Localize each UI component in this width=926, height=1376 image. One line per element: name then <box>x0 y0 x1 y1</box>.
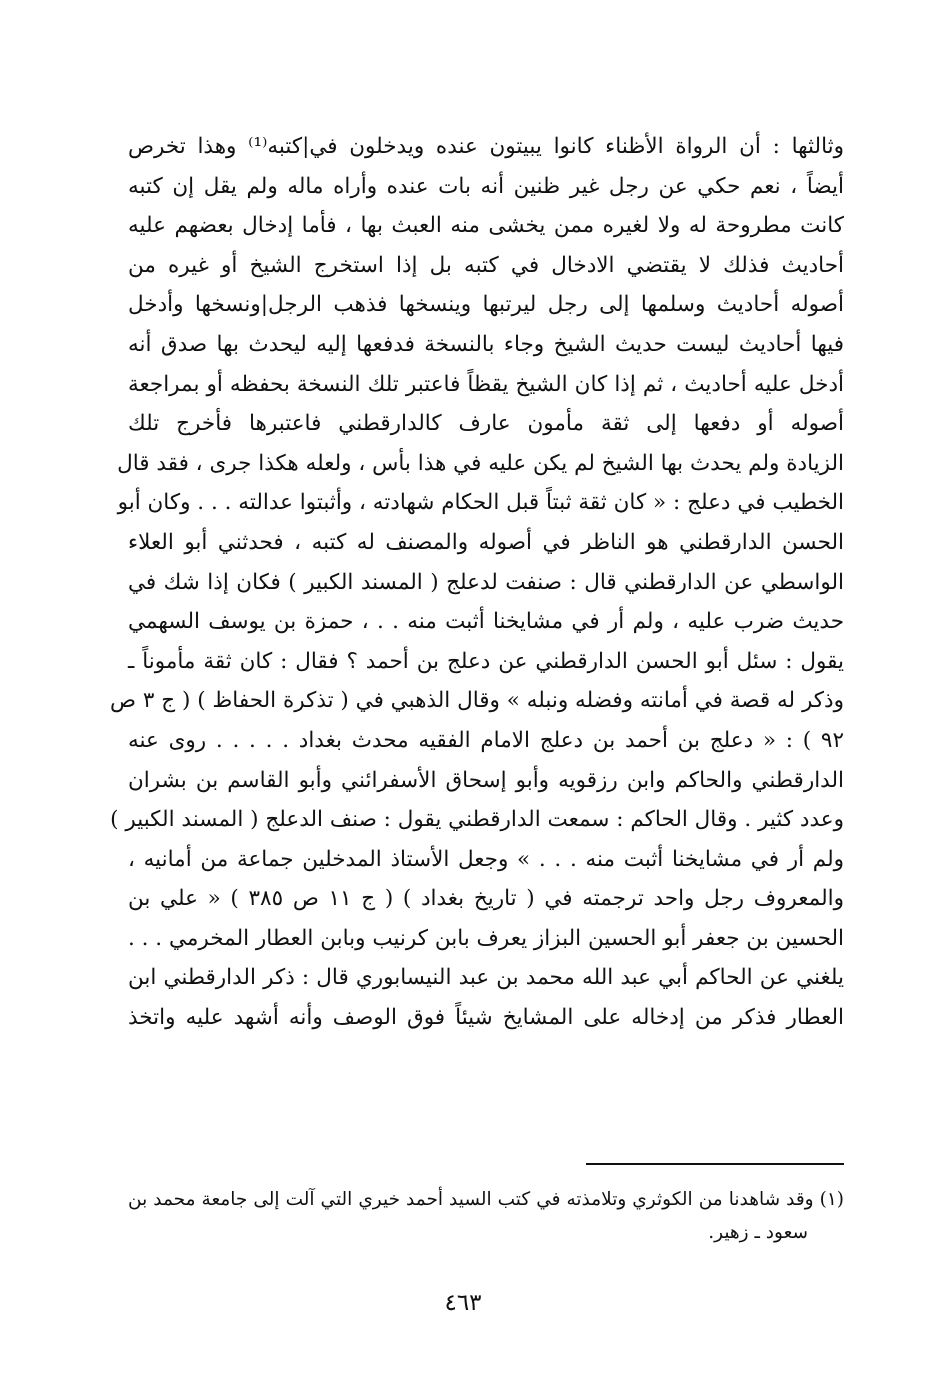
main-text-block <box>110 127 844 1038</box>
text-line-14: يقول : سئل أبو الحسن الدارقطني عن دعلج بن أحمد ؟ فقال : كان ثقة مأموناً ـ <box>128 648 844 674</box>
footnote-line-2: سعود ـ زهير. <box>708 1222 808 1243</box>
footnote-separator <box>586 1163 844 1165</box>
text-line-16: ٩٢ ) : « دعلج بن أحمد بن دعلج الامام الفقيه محدث بغداد . . . . . روى عنه <box>128 727 844 753</box>
text-line-2: أيضاً ، نعم حكي عن رجل غير ظنين أنه بات عنده وأراه ماله ولم يقل إن كتبه <box>128 173 844 199</box>
text-line-6: فيها أحاديث ليست حديث الشيخ وجاء بالنسخة فدفعها إليه ليحدث بها صدق أنه <box>128 331 844 357</box>
text-line-15: وذكر له قصة في أمانته وفضله ونبله » وقال الذهبي في ( تذكرة الحفاظ ) ( ج ٣ ص <box>110 688 844 714</box>
text-line-23: العطار فذكر من إدخاله على المشايخ شيئاً فوق الوصف وأنه أشهد عليه واتخذ <box>128 1005 844 1031</box>
text-line-21: الحسين بن جعفر أبو الحسين البزاز يعرف بابن كرنيب وبابن العطار المخرمي . . . <box>127 925 844 951</box>
text-line-5: أصوله أحاديث وسلمها إلى رجل ليرتبها وينسخها فذهب الرجل|ونسخها وأدخل <box>128 292 844 318</box>
text-line-22: يلغني عن الحاكم أبي عبد الله محمد بن عبد النيسابوري قال : ذكر الدارقطني ابن <box>128 965 844 991</box>
text-line-17: الدارقطني والحاكم وابن رزقويه وأبو إسحاق الأسفرائني وأبو القاسم بن بشران <box>128 767 844 793</box>
text-line-9: الزيادة ولم يحدث بها الشيخ لم يكن عليه في هذا بأس ، ولعله هكذا جرى ، فقد قال <box>117 450 844 476</box>
text-line-1: وثالثها : أن الرواة الأظناء كانوا يبيتون عنده ويدخلون في|كتبه⁽¹⁾ وهذا تخرص <box>128 134 844 159</box>
text-line-3: كانت مطروحة له ولا لغيره ممن يخشى منه العبث بها ، فأما إدخال بعضهم عليه <box>128 213 844 239</box>
text-line-19: ولم أر في مشايخنا أثبت منه . . . » وجعل الأستاذ المدخلين جماعة من أمانيه ، <box>128 846 844 872</box>
text-line-18: وعدد كثير . وقال الحاكم : سمعت الدارقطني يقول : صنف الدعلج ( المسند الكبير ) <box>110 807 844 833</box>
text-line-4: أحاديث فذلك لا يقتضي الادخال في كتبه بل إذا استخرج الشيخ أو غيره من <box>128 252 844 278</box>
text-line-13: حديث ضرب عليه ، ولم أر في مشايخنا أثبت منه . . ، حمزة بن يوسف السهمي <box>128 609 844 635</box>
text-line-8: أصوله أو دفعها إلى ثقة مأمون عارف كالدارقطني فاعتبرها فأخرج تلك <box>128 411 844 437</box>
text-line-10: الخطيب في دعلج : « كان ثقة ثبتاً قبل الحكام شهادته ، وأثبتوا عدالته . . . وكان أبو <box>117 490 844 516</box>
text-line-12: الواسطي عن الدارقطني قال : صنفت لدعلج ( المسند الكبير ) فكان إذا شك في <box>128 569 844 595</box>
footnote-line-1: (١) وقد شاهدنا من الكوثري وتلامذته في كتب السيد أحمد خيري التي آلت إلى جامعة محمد بن <box>128 1189 844 1210</box>
text-line-11: الحسن الدارقطني هو الناظر في أصوله والمصنف له كتبه ، فحدثني أبو العلاء <box>128 529 844 555</box>
footnote-block <box>128 1183 844 1249</box>
text-line-20: والمعروف رجل واحد ترجمته في ( تاريخ بغداد ) ( ج ١١ ص ٣٨٥ ) « علي بن <box>128 886 844 912</box>
text-line-7: أدخل عليه أحاديث ، ثم إذا كان الشيخ يقظاً فاعتبر تلك النسخة بحفظه أو بمراجعة <box>128 371 844 397</box>
page-number: ٤٦٣ <box>444 1290 482 1316</box>
